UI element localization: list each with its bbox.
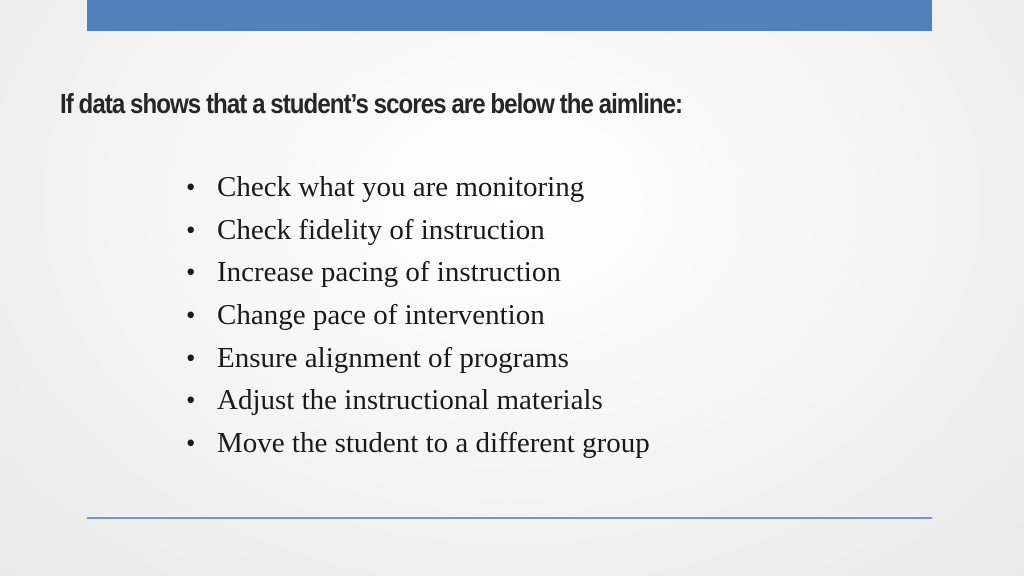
bullet-item (186, 209, 650, 252)
bullet-item (186, 294, 650, 337)
bullet-marker: • (186, 257, 196, 288)
bullet-marker: • (186, 172, 196, 202)
bullet-marker: • (186, 385, 196, 416)
bullet-text: Ensure alignment of programs (217, 341, 569, 374)
bullet-marker: • (186, 342, 196, 373)
bullet-item (186, 422, 650, 465)
bottom-divider-line (87, 517, 932, 519)
bullet-text: Check what you are monitoring (217, 171, 585, 203)
bullet-marker: • (186, 428, 196, 459)
bullet-item (186, 379, 650, 422)
bullet-text: Check fidelity of instruction (217, 213, 545, 246)
bullet-item (186, 337, 650, 380)
bullet-text: Change pace of intervention (217, 299, 545, 332)
bullet-text: Move the student to a different group (217, 427, 650, 460)
bullet-item (186, 166, 650, 209)
bullet-marker: • (186, 300, 196, 331)
bullet-text: Adjust the instructional materials (217, 384, 603, 417)
bullet-marker: • (186, 214, 196, 245)
top-accent-bar (87, 0, 932, 31)
bullet-item (186, 251, 650, 294)
bullet-text: Increase pacing of instruction (217, 256, 561, 289)
bullet-list (186, 166, 650, 465)
slide-title: If data shows that a student’s scores are below the aimline: (60, 88, 683, 119)
